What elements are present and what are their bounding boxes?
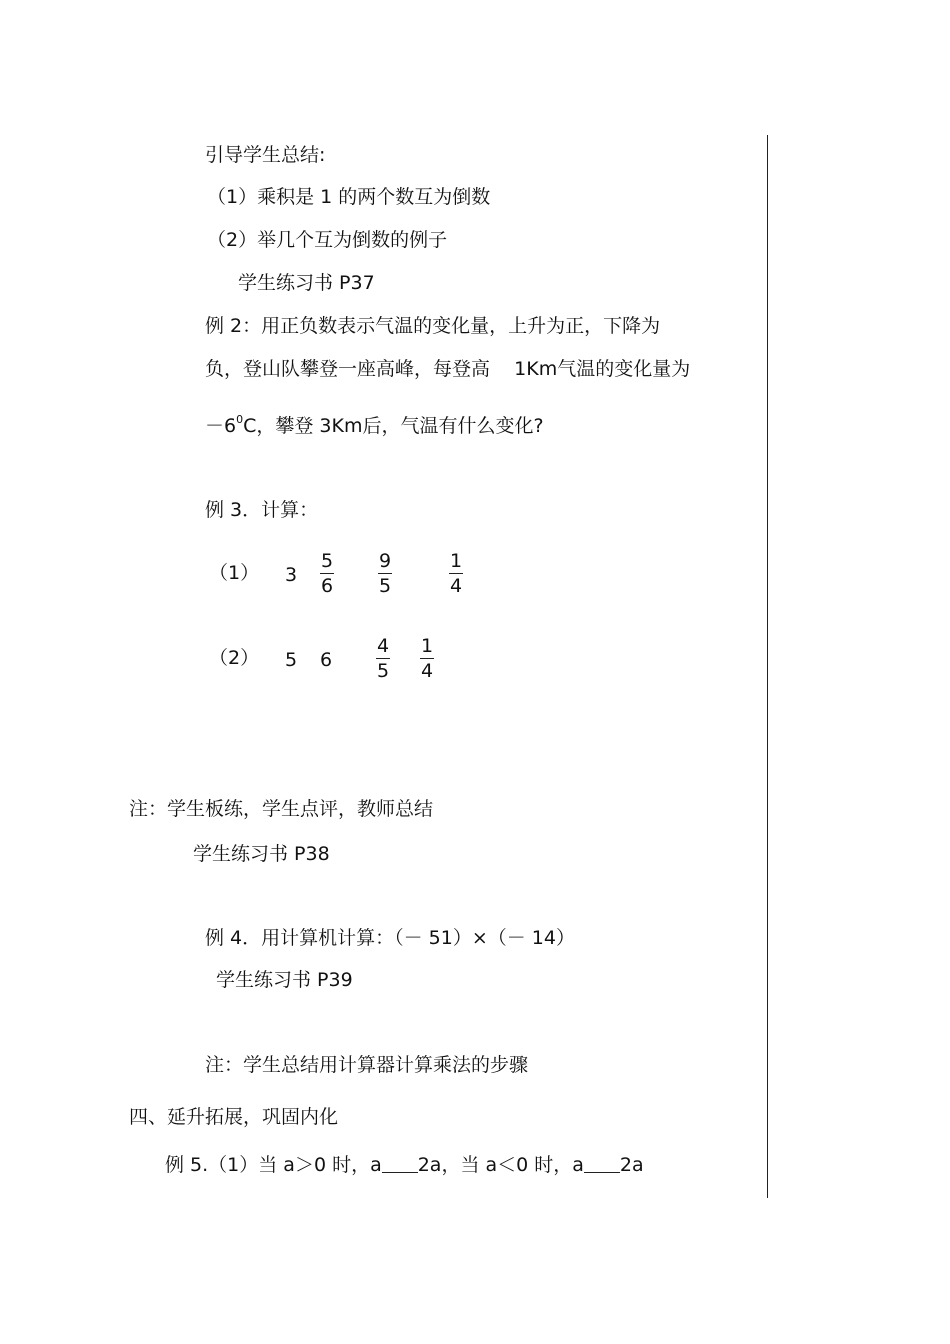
note-board-practice: 注：学生板练，学生点评，教师总结 — [129, 798, 434, 820]
exercise-ref-p38: 学生练习书 P38 — [193, 843, 330, 865]
answer-blank-1[interactable] — [382, 1154, 418, 1173]
calc-2-fraction-1 — [373, 636, 393, 681]
example-2-line-2: 负，登山队攀登一座高峰，每登高 1Km气温的变化量为 — [205, 358, 691, 380]
fraction-denominator: 5 — [376, 660, 390, 682]
fraction-numerator: 1 — [449, 550, 463, 572]
example-2-line-1: 例 2：用正负数表示气温的变化量，上升为正，下降为 — [205, 315, 661, 337]
calc-1-fraction-1 — [317, 551, 337, 596]
temperature-value: －6 — [205, 415, 237, 437]
fraction-bar — [376, 658, 390, 659]
fraction-denominator: 4 — [420, 660, 434, 682]
section-four-heading: 四、延升拓展，巩固内化 — [129, 1106, 339, 1128]
exercise-ref-p39: 学生练习书 P39 — [216, 969, 353, 991]
exercise-ref-p37: 学生练习书 P37 — [238, 272, 375, 294]
example-3-heading: 例 3．计算： — [205, 499, 319, 521]
example-5-part-1: 例 5.（1）当 a＞0 时，a — [165, 1154, 382, 1176]
example-2-question: C，攀登 3Km后，气温有什么变化? — [243, 415, 544, 437]
calc-2-fraction-2 — [417, 636, 437, 681]
example-5-line — [165, 1153, 644, 1177]
fraction-bar — [378, 573, 392, 574]
fraction-numerator: 5 — [320, 550, 334, 572]
example-5-part-3: 2a — [619, 1154, 644, 1176]
degree-superscript: 0 — [236, 413, 244, 426]
summary-point-2: （2）举几个互为倒数的例子 — [207, 229, 448, 251]
fraction-denominator: 5 — [378, 575, 392, 597]
answer-blank-2[interactable] — [584, 1154, 620, 1173]
calc-1-fraction-2 — [375, 551, 395, 596]
fraction-numerator: 1 — [420, 635, 434, 657]
summary-heading: 引导学生总结: — [205, 144, 326, 166]
summary-point-1: （1）乘积是 1 的两个数互为倒数 — [207, 186, 491, 208]
fraction-numerator: 9 — [378, 550, 392, 572]
calc-2-label: （2） — [209, 647, 260, 669]
fraction-denominator: 4 — [449, 575, 463, 597]
vertical-rule — [767, 135, 768, 1198]
fraction-bar — [420, 658, 434, 659]
fraction-bar — [449, 573, 463, 574]
fraction-numerator: 4 — [376, 635, 390, 657]
calc-1-fraction-3 — [446, 551, 466, 596]
fraction-bar — [320, 573, 334, 574]
example-5-part-2: 2a，当 a＜0 时，a — [417, 1154, 584, 1176]
note-calculator-steps: 注：学生总结用计算器计算乘法的步骤 — [205, 1054, 529, 1076]
calc-1-label: （1） — [209, 562, 260, 584]
calc-2-value-a: 5 — [285, 649, 298, 671]
calc-2-value-b: 6 — [320, 649, 333, 671]
fraction-denominator: 6 — [320, 575, 334, 597]
example-2-line-3 — [205, 408, 544, 438]
calc-1-whole: 3 — [285, 564, 298, 586]
example-4-line: 例 4．用计算机计算：（－ 51）×（－ 14） — [205, 927, 575, 949]
